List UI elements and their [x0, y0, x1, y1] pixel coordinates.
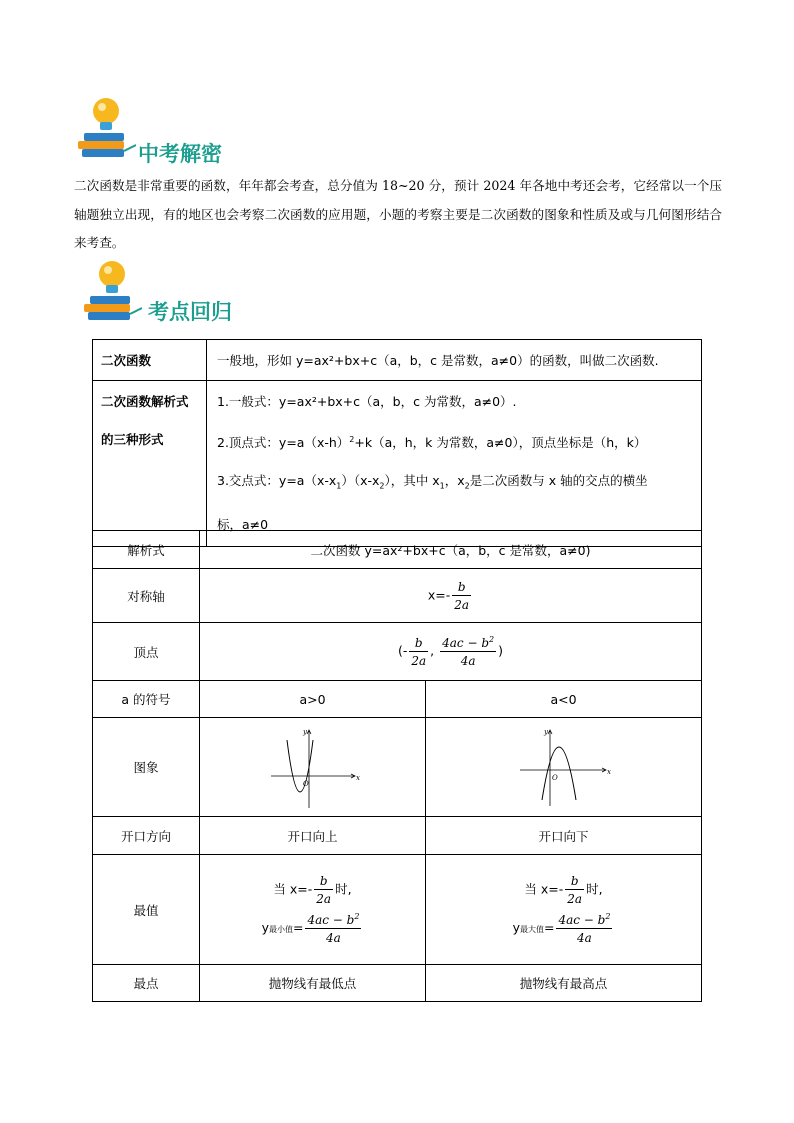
- table-content-cell: 一般地，形如 y=ax²+bx+c（a，b，c 是常数，a≠0）的函数，叫做二次函数.: [207, 340, 702, 381]
- table-label-cell: 最点: [93, 965, 200, 1002]
- table-value-cell: 抛物线有最低点: [200, 965, 426, 1002]
- axis-formula: x=- $\frac{b}{2a}$: [200, 569, 702, 623]
- section-title: 考点回归: [148, 300, 232, 324]
- min-condition: 当 x=- $\frac{b}{2a}$ 时,: [273, 874, 352, 906]
- table-label-cell: a 的符号: [93, 681, 200, 718]
- table-label-cell: 对称轴: [93, 569, 200, 623]
- definition-table: [92, 339, 702, 547]
- lightbulb-books-icon: [74, 95, 136, 161]
- table-row: [93, 381, 702, 547]
- form-vertex: 2.顶点式：$y=a(x-h)^2+k(a$，h，k 为常数，a≠0），顶点坐标是（h，k）: [217, 435, 647, 451]
- min-formula: y最小值= $\frac{4ac - b^2}{4a}$: [261, 912, 360, 945]
- table-content-cell: [207, 381, 702, 547]
- label-line: 二次函数解析式: [101, 394, 189, 409]
- origin-label: O: [302, 780, 309, 788]
- max-condition: 当 x=- $\frac{b}{2a}$ 时,: [524, 874, 603, 906]
- table-row: [93, 623, 702, 681]
- table-value-cell: 二次函数 y=ax²+bx+c（a，b，c 是常数，a≠0): [200, 531, 702, 569]
- table-label-cell: 最值: [93, 855, 200, 965]
- parabola-down-graph: [514, 724, 614, 810]
- table-label-cell: 顶点: [93, 623, 200, 681]
- x-axis-label: x: [355, 774, 360, 782]
- table-value-cell: a<0: [426, 681, 702, 718]
- graph-cell-downward: [426, 718, 702, 817]
- vertex-formula: (- $\frac{b}{2a}$ , $\frac{4ac - b^2}{4a}$ ): [200, 623, 702, 681]
- parabola-curve: [542, 747, 576, 800]
- parabola-up-graph: [263, 724, 363, 810]
- x-axis-label: x: [606, 768, 611, 776]
- label-line: 的三种形式: [101, 432, 164, 447]
- form-intercept-cont: 标，a≠0: [217, 516, 269, 532]
- intro-paragraph: 二次函数是非常重要的函数，年年都会考查，总分值为 18~20 分，预计 2024 年各地中考还会考，它经常以一个压轴题独立出现，有的地区也会考察二次函数的应用题，小题的考察主要是二次函数的图象和性质及或与几何图形结合来考查。: [74, 178, 722, 250]
- table-label-cell: 图象: [93, 718, 200, 817]
- table-label-cell: 二次函数: [93, 340, 207, 381]
- table-row: [93, 531, 702, 569]
- table-row: [93, 718, 702, 817]
- form-intercept: 3.交点式：$y=a(x-x_1)(x-x_2)$，其中 $x_1$，$x_2$是二次函数与 x 轴的交点的横坐: [217, 473, 648, 491]
- table-row: [93, 681, 702, 718]
- table-row: [93, 965, 702, 1002]
- y-axis-label: y: [302, 728, 307, 736]
- graph-cell-upward: [200, 718, 426, 817]
- table-label-cell: 开口方向: [93, 817, 200, 855]
- table-label-cell: [93, 381, 207, 547]
- properties-table: [92, 530, 702, 1002]
- table-value-cell: 开口向下: [426, 817, 702, 855]
- table-row: [93, 855, 702, 965]
- table-label-cell: 解析式: [93, 531, 200, 569]
- form-general: 1.一般式：y=ax²+bx+c（a，b，c 为常数，a≠0）.: [217, 394, 517, 409]
- lightbulb-books-icon: [80, 258, 142, 324]
- table-row: [93, 569, 702, 623]
- table-value-cell: 抛物线有最高点: [426, 965, 702, 1002]
- table-row: [93, 340, 702, 381]
- max-value-cell: [426, 855, 702, 965]
- table-value-cell: 开口向上: [200, 817, 426, 855]
- table-value-cell: a>0: [200, 681, 426, 718]
- section-title: 中考解密: [138, 142, 222, 166]
- max-formula: y最大值= $\frac{4ac - b^2}{4a}$: [512, 912, 611, 945]
- table-row: [93, 817, 702, 855]
- origin-label: O: [551, 774, 558, 782]
- y-axis-label: y: [543, 728, 548, 736]
- min-value-cell: [200, 855, 426, 965]
